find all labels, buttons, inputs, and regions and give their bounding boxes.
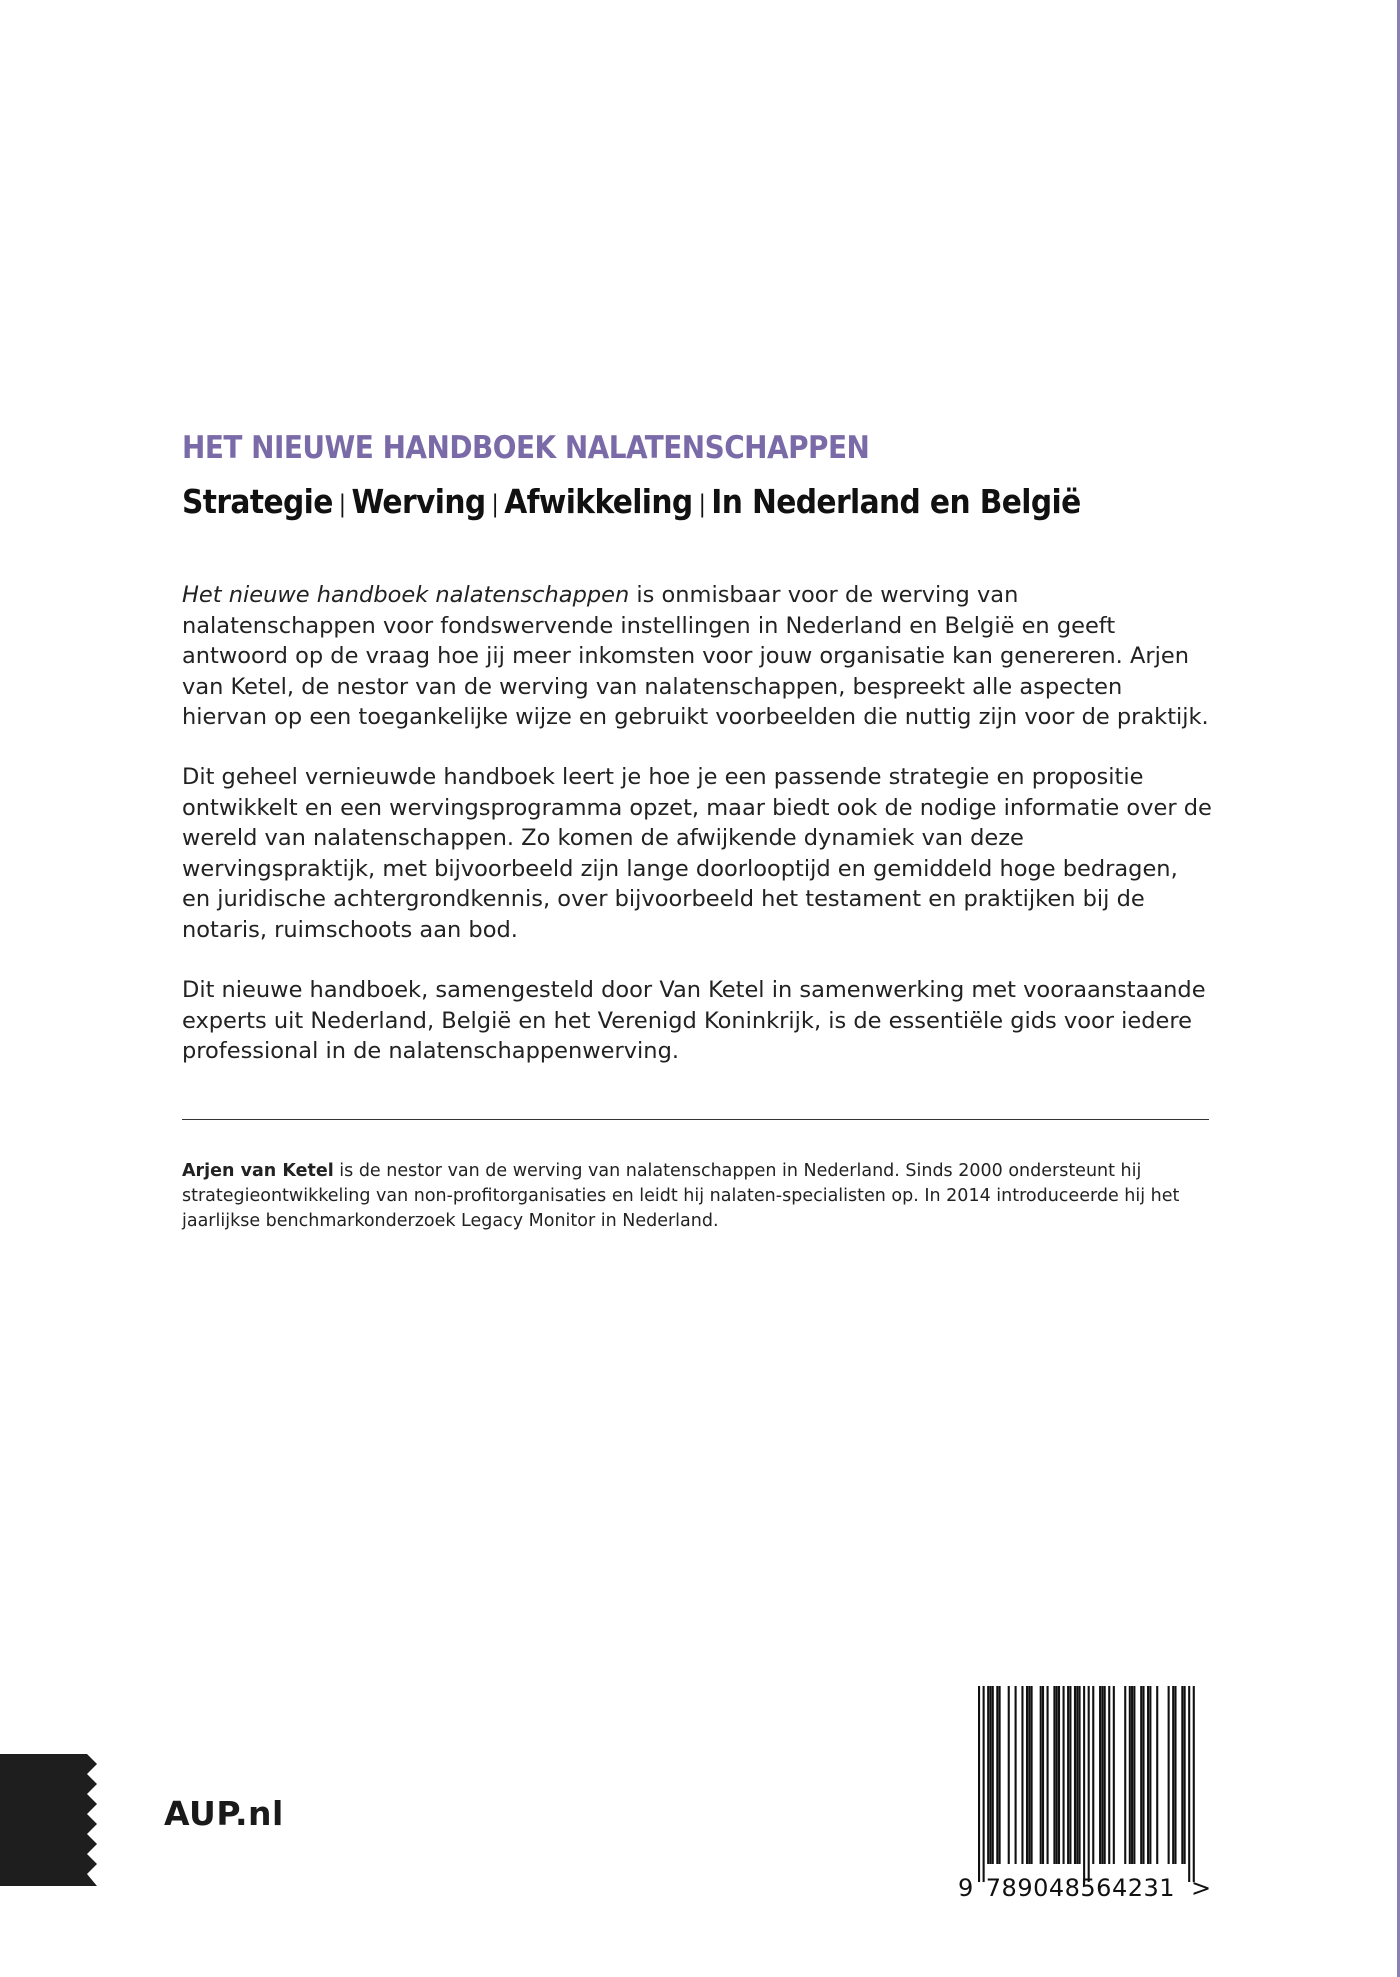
barcode-bar xyxy=(1008,1686,1010,1864)
blurb-paragraph-1-text: is onmisbaar voor de werving van nalatenschappen voor fondswervende instellingen in Nederland en België en geeft antwoord op de vraag hoe jij meer inkomsten voor jouw organisatie kan genereren. Arjen van Ketel, de nestor van de werving van nalatenschappen, bespreekt alle aspecten hiervan op een toegankelijke wijze en gebruikt voorbeelden die nuttig zijn voor de praktijk. xyxy=(182,582,1209,730)
barcode-bar xyxy=(1131,1686,1133,1864)
subtitle-part-region: In Nederland en België xyxy=(711,482,1081,521)
book-subtitle xyxy=(182,482,1081,521)
barcode-bar xyxy=(1113,1686,1115,1864)
blurb-paragraph-3: Dit nieuwe handboek, samengesteld door Van Ketel in samenwerking met vooraanstaande experts uit Nederland, België en het Verenigd Koninkrijk, is de essentiële gids voor iedere professional in de nalatenschappenwerving. xyxy=(182,977,1206,1064)
subtitle-part-strategie: Strategie xyxy=(182,482,333,521)
barcode-bar xyxy=(1140,1686,1142,1864)
barcode-bar xyxy=(1026,1686,1028,1864)
barcode-bar xyxy=(1069,1686,1071,1864)
barcode-bar xyxy=(992,1686,994,1864)
barcode-bar xyxy=(1074,1686,1076,1864)
subtitle-part-afwikkeling: Afwikkeling xyxy=(504,482,693,521)
barcode-bar xyxy=(1108,1686,1110,1864)
barcode-bar xyxy=(999,1686,1001,1864)
subtitle-part-werving: Werving xyxy=(351,482,486,521)
barcode-bar xyxy=(1063,1686,1065,1864)
barcode-bar xyxy=(1174,1686,1176,1864)
blurb-paragraph-1 xyxy=(182,580,1212,733)
barcode-bar xyxy=(1124,1686,1126,1864)
isbn-barcode xyxy=(978,1686,1195,1882)
barcode-bar xyxy=(978,1686,980,1882)
publisher-logo: AUP.nl xyxy=(164,1794,284,1833)
isbn-digits: 789048564231 xyxy=(985,1874,1176,1902)
blurb-book-title-italic: Het nieuwe handboek nalatenschappen xyxy=(182,582,630,608)
barcode-bar xyxy=(1149,1686,1151,1864)
barcode-bar xyxy=(1083,1686,1085,1882)
isbn-first-digit: 9 xyxy=(958,1874,974,1902)
barcode-bar xyxy=(1040,1686,1042,1864)
barcode-bar xyxy=(1104,1686,1106,1864)
author-bio xyxy=(182,1159,1212,1234)
subtitle-separator: | xyxy=(338,490,346,518)
barcode-bar xyxy=(1181,1686,1183,1864)
subtitle-separator: | xyxy=(491,490,499,518)
barcode-bar xyxy=(983,1686,985,1882)
barcode-bar xyxy=(1142,1686,1144,1864)
subtitle-separator: | xyxy=(698,490,706,518)
barcode-bar xyxy=(1188,1686,1190,1882)
barcode-bar xyxy=(1099,1686,1101,1864)
barcode-bar xyxy=(1058,1686,1060,1864)
publisher-spine-icon xyxy=(0,1754,100,1886)
barcode-bar xyxy=(989,1686,991,1864)
barcode-bar xyxy=(1168,1686,1170,1864)
barcode-bar xyxy=(1172,1686,1174,1864)
barcode-bar xyxy=(1021,1686,1023,1864)
barcode-bar xyxy=(1088,1686,1090,1882)
section-divider xyxy=(182,1119,1209,1120)
barcode-bar xyxy=(1079,1686,1081,1864)
barcode-bar xyxy=(1042,1686,1044,1864)
barcode-bar xyxy=(1147,1686,1149,1864)
barcode-bar xyxy=(1047,1686,1049,1864)
isbn-number xyxy=(958,1874,1212,1902)
barcode-bar xyxy=(1133,1686,1135,1864)
barcode-bar xyxy=(1056,1686,1058,1864)
barcode-bar xyxy=(1067,1686,1069,1864)
barcode-bar xyxy=(1092,1686,1094,1864)
barcode-bar xyxy=(1015,1686,1017,1864)
barcode-bar xyxy=(987,1686,989,1864)
barcode-bar xyxy=(1156,1686,1158,1864)
barcode-bar xyxy=(1031,1686,1033,1864)
barcode-bar xyxy=(1129,1686,1131,1864)
barcode-bar xyxy=(1076,1686,1078,1864)
author-bio-text: is de nestor van de werving van nalatenschappen in Nederland. Sinds 2000 ondersteunt hij strategieontwikkeling van non-profitorganisaties en leidt hij nalaten-specialisten op. In 2014 introduceerde hij het jaarlijkse benchmarkonderzoek Legacy Monitor in Nederland. xyxy=(182,1161,1180,1231)
book-title: HET NIEUWE HANDBOEK NALATENSCHAPPEN xyxy=(182,430,870,466)
barcode-bar xyxy=(1028,1686,1030,1864)
barcode-bar xyxy=(1101,1686,1103,1864)
barcode-bar xyxy=(1053,1686,1055,1864)
barcode-bar xyxy=(1184,1686,1186,1864)
barcode-bar xyxy=(996,1686,998,1864)
barcode-bar xyxy=(1193,1686,1195,1882)
blurb-paragraph-2: Dit geheel vernieuwde handboek leert je hoe je een passende strategie en propositie ontwikkelt en een wervingsprogramma opzet, maar biedt ook de nodige informatie over de wereld van nalatenschappen. Zo komen de afwijkende dynamiek van deze wervingspraktijk, met bijvoorbeeld zijn lange doorlooptijd en gemiddeld hoge bedragen, en juridische achtergrondkennis, over bijvoorbeeld het testament en praktijken bij de notaris, ruimschoots aan bod. xyxy=(182,764,1212,943)
author-name: Arjen van Ketel xyxy=(182,1161,334,1181)
isbn-arrow: > xyxy=(1191,1874,1212,1902)
